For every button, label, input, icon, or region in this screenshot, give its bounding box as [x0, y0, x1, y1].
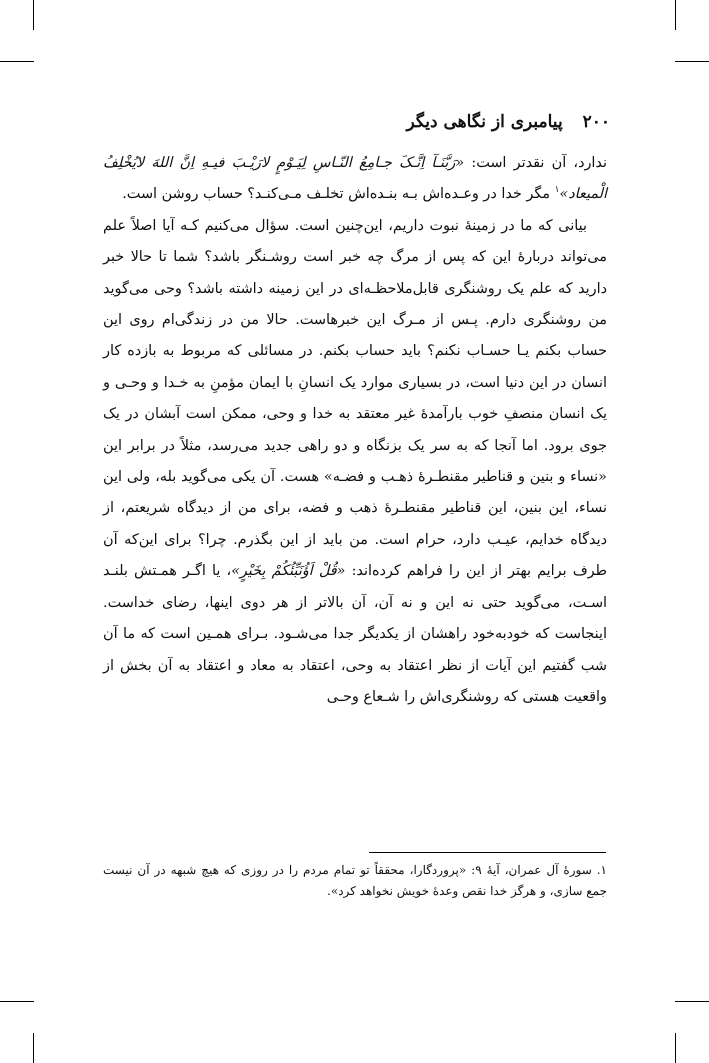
crop-mark-bottom-left-vertical	[33, 1033, 34, 1063]
paragraph-2-text: بیانی که ما در زمینهٔ نبوت داریم، این‌چنین است. سؤال می‌کنیم کـه آیا اصلاً علم می‌تواند دربارهٔ این که پس از مرگ چه خبر است روشـنگر باشد؟ شما تا حالا خبر دارید که علم یک روشنگری قابل‌ملاحظـه‌ای در این زمینه داشته باشد؟ وحی می‌گوید من روشنگری دارم. پـس از مـرگ این خبرهاست. حالا من در زندگی‌ام روی این حساب بکنم یـا حسـاب نکنم؟ باید حساب بکنم. در مسائلی که مربوط به بازده کار انسان در این دنیا است، در بسیاری موارد یک انسانِ با ایمان مؤمنِ به خـدا و وحـی و یک انسان منصفِ خوب بارآمدهٔ غیر معتقد به خدا و وحی، ممکن است آبشان در یک جوی برود. اما آنجا که به سر یک بزنگاه و دو راهی جدید می‌رسد، مثلاً در برابر این «نساء و بنین و قناطیر مقنطـرهٔ ذهـب و فضـه» هست. آن یکی می‌گوید بله، ولی این نساء، این بنین، این قناطیر مقنطـرهٔ ذهب و فضه، برای من از دیدگاه شریعتم، از دیدگاه خدایم، عیـب دارد، حرام است. من باید از این بگذرم. چرا؟ برای این‌که آن طرف برایم بهتر از این را فراهم کرده‌اند:	[103, 217, 608, 580]
footnote-reference: ۱	[554, 185, 560, 196]
paragraph-2	[103, 211, 607, 714]
crop-mark-top-left-vertical	[33, 0, 34, 30]
quran-quote-1: «رَبَّنَـآ اِنَّـکَ جـامِعُ النّـاسِ لِیَـوْمٍ لارَیْـبَ فیـهِ اِنَّ اللهَ لایُخْلِفُ الْمیعاد»	[103, 155, 607, 203]
quran-quote-2: «قُلْ اَؤُنَبِّئُکُمْ بِخَیْرٍ»	[231, 563, 346, 580]
paragraph-1-lead: ندارد، آن نقدتر است:	[464, 155, 607, 171]
footnote-text: ۱. سورهٔ آل عمران، آیهٔ ۹: «پروردگارا، محققاً تو تمام مردم را در روزی که هیچ شبهه در آن نیست جمع سازی، و هرگز خدا نقص وعدهٔ خویش نخواهد کرد».	[103, 863, 607, 898]
crop-mark-bottom-left-horizontal	[0, 1001, 34, 1002]
crop-mark-top-right-horizontal	[675, 61, 709, 62]
page-number: ۲۰۰	[582, 112, 610, 132]
crop-mark-top-right-vertical	[675, 0, 676, 30]
crop-mark-bottom-right-horizontal	[675, 1001, 709, 1002]
paragraph-1	[103, 148, 607, 211]
running-header	[407, 112, 610, 132]
paragraph-1-tail: مگر خدا در وعـده‌اش بـه بنـده‌اش تخلـف مـی‌کنـد؟ حساب روشن است.	[122, 186, 555, 203]
book-title: پیامبری از نگاهی دیگر	[406, 112, 563, 132]
paragraph-2-end: ، یا اگـر همـتش بلنـد اسـت، می‌گوید حتی نه این و نه آن، آن بالاتر از هر دوی اینها، رضای خداست. اینجاست که خودبه‌خود راهشان از یکدیگر جدا می‌شـود. بـرای همـین است که ما آن شب گفتیم این آیات از نظر اعتقاد به وحی، اعتقاد به معاد و اعتقاد به آن بخش از واقعیت هستی که روشنگری‌اش را شـعاع وحـی	[103, 563, 607, 705]
main-text	[103, 148, 607, 713]
crop-mark-top-left-horizontal	[0, 61, 34, 62]
footnote	[103, 860, 607, 902]
crop-mark-bottom-right-vertical	[675, 1033, 676, 1063]
footnote-separator	[369, 852, 606, 853]
